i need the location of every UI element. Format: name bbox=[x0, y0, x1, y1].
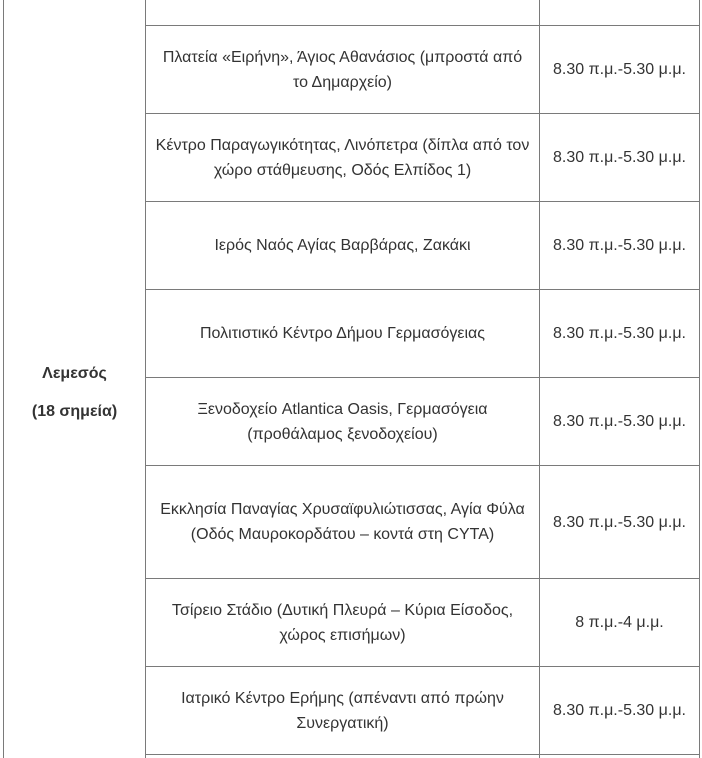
location-cell: Εκκλησία Παναγίας Χρυσαϊφυλιώτισσας, Αγία Φύλα (Οδός Μαυροκορδάτου – κοντά στη CYTA) bbox=[146, 466, 540, 579]
region-name: Λεμεσός bbox=[42, 365, 107, 382]
location-cell: Ξενοδοχείο Atlantica Oasis, Γερμασόγεια (προθάλαμος ξενοδοχείου) bbox=[146, 378, 540, 466]
hours-cell: 8.30 π.μ.-5.30 μ.μ. bbox=[540, 667, 700, 755]
location-cell: Ιατρικό Κέντρο Ερήμης (απέναντι από πρώην Συνεργατική) bbox=[146, 667, 540, 755]
hours-cell: 8.30 π.μ.-5.30 μ.μ. bbox=[540, 26, 700, 114]
hours-cell: 8 π.μ.-4 μ.μ. bbox=[540, 579, 700, 667]
hours-cell: 8.30 π.μ.-5.30 μ.μ. bbox=[540, 466, 700, 579]
location-cell: Κέντρο Παραγωγικότητας, Λινόπετρα (δίπλα από τον χώρο στάθμευσης, Οδός Ελπίδος 1) bbox=[146, 114, 540, 202]
location-cell: Πολιτιστικό Κέντρο Δήμου Γερμασόγειας bbox=[146, 290, 540, 378]
hours-cell: 8.30 π.μ.-5.30 μ.μ. bbox=[540, 378, 700, 466]
location-cell: Τσίρειο Στάδιο (Δυτική Πλευρά – Κύρια Είσοδος, χώρος επισήμων) bbox=[146, 579, 540, 667]
vaccination-points-table bbox=[3, 0, 700, 758]
hours-cell: 8.30 π.μ.-5.30 μ.μ. bbox=[540, 202, 700, 290]
region-count: (18 σημεία) bbox=[31, 403, 118, 420]
location-cell: Ιερός Ναός Αγίας Βαρβάρας, Ζακάκι bbox=[146, 202, 540, 290]
hours-cell bbox=[540, 755, 700, 758]
table-row bbox=[4, 0, 700, 26]
hours-cell: 8.30 π.μ.-5.30 μ.μ. bbox=[540, 114, 700, 202]
hours-cell bbox=[540, 0, 700, 26]
location-cell bbox=[146, 0, 540, 26]
location-cell: Πλατεία «Ειρήνη», Άγιος Αθανάσιος (μπροστά από το Δημαρχείο) bbox=[146, 26, 540, 114]
hours-cell: 8.30 π.μ.-5.30 μ.μ. bbox=[540, 290, 700, 378]
location-cell bbox=[146, 755, 540, 758]
region-cell bbox=[4, 0, 146, 758]
